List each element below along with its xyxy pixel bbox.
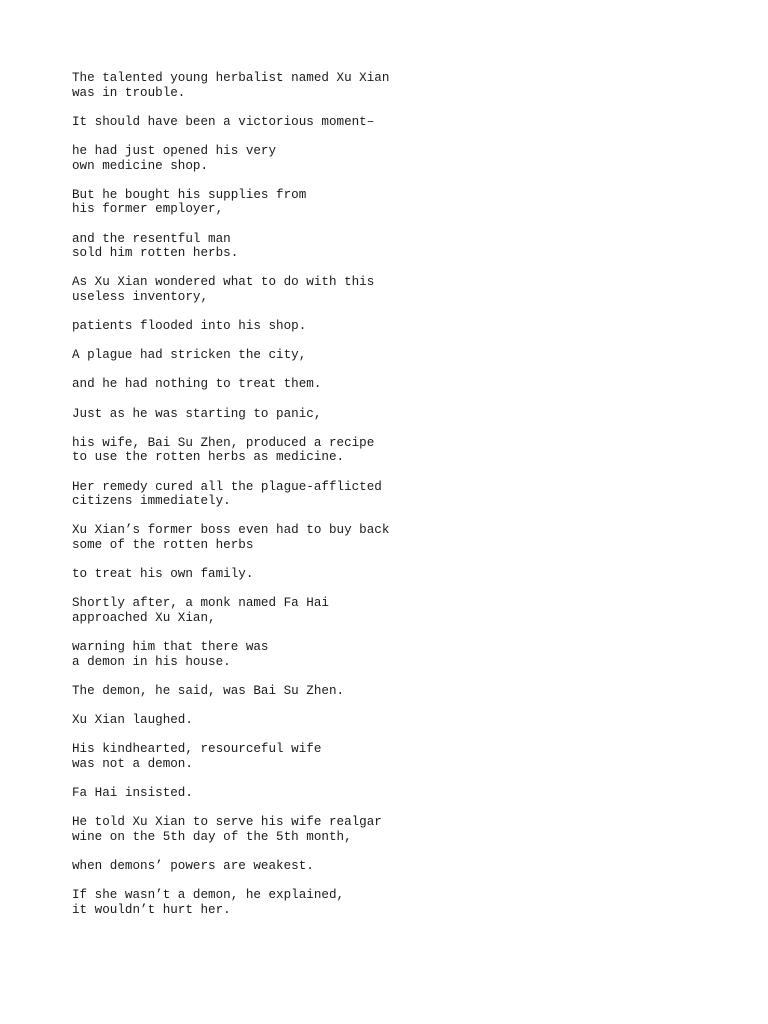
document-body [72,71,712,932]
paragraph: to treat his own family. [72,567,254,582]
paragraph: Just as he was starting to panic, [72,406,322,421]
paragraph: he had just opened his very own medicine shop. [72,143,277,173]
paragraph: and he had nothing to treat them. [72,377,322,392]
paragraph: Xu Xian laughed. [72,713,193,728]
paragraph: The demon, he said, was Bai Su Zhen. [72,683,345,698]
paragraph: his wife, Bai Su Zhen, produced a recipe to use the rotten herbs as medicine. [72,435,375,465]
paragraph: It should have been a victorious moment– [72,114,375,129]
paragraph: warning him that there was a demon in his house. [72,640,269,669]
paragraph: when demons’ powers are weakest. [72,859,314,874]
paragraph: Her remedy cured all the plague-afflicted citizens immediately. [72,479,382,509]
paragraph: If she wasn’t a demon, he explained, it wouldn’t hurt her. [72,888,345,917]
paragraph: The talented young herbalist named Xu Xian was in trouble. [72,71,390,100]
paragraph: A plague had stricken the city, [72,348,307,363]
paragraph: Fa Hai insisted. [72,786,193,801]
paragraph: But he bought his supplies from his former employer, [72,187,307,217]
paragraph: He told Xu Xian to serve his wife realgar wine on the 5th day of the 5th month, [72,815,382,844]
paragraph: and the resentful man sold him rotten herbs. [72,231,239,261]
paragraph: As Xu Xian wondered what to do with this useless inventory, [72,275,375,304]
paragraph: Xu Xian’s former boss even had to buy back some of the rotten herbs [72,523,390,552]
paragraph: patients flooded into his shop. [72,319,307,334]
paragraph: Shortly after, a monk named Fa Hai approached Xu Xian, [72,596,329,625]
paragraph: His kindhearted, resourceful wife was not a demon. [72,742,322,771]
